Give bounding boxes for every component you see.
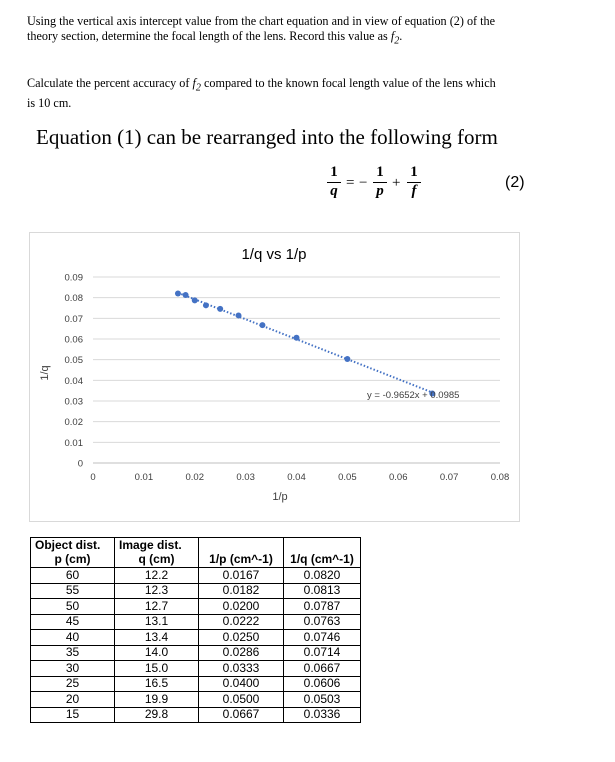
header-q-cm: q (cm): [115, 553, 199, 568]
table-cell: 0.0200: [199, 599, 284, 615]
y-tick-label: 0.01: [64, 437, 83, 449]
table-cell: 20: [31, 692, 115, 708]
table-row: [31, 599, 361, 615]
table-cell: 0.0714: [284, 645, 361, 661]
table-row: [31, 676, 361, 692]
table-cell: 0.0182: [199, 583, 284, 599]
header-inv-p: 1/p (cm^-1): [199, 553, 284, 568]
eq-plus: +: [392, 175, 401, 191]
table-cell: 0.0336: [284, 707, 361, 723]
data-table: [30, 537, 361, 723]
lens-equation: [325, 164, 445, 220]
eq-term2-denominator: f: [411, 183, 417, 199]
data-point: [192, 297, 198, 303]
eq-term1-numerator: 1: [376, 164, 384, 180]
y-tick-label: 0.05: [64, 355, 83, 367]
chart-svg: [30, 233, 519, 521]
table-cell: 0.0813: [284, 583, 361, 599]
eq-term2-numerator: 1: [410, 164, 418, 180]
table-cell: 0.0787: [284, 599, 361, 615]
data-point: [236, 312, 242, 318]
table-cell: 30: [31, 661, 115, 677]
data-point: [175, 291, 181, 297]
f2-subscript-2: 2: [195, 82, 201, 94]
y-tick-label: 0.06: [64, 334, 83, 346]
table-row: [31, 661, 361, 677]
table-cell: 29.8: [115, 707, 199, 723]
theory-heading: Equation (1) can be rearranged into the following form: [36, 125, 498, 149]
header-blank-1: [199, 538, 284, 553]
eq-term1-fraction: [373, 164, 387, 201]
table-row: [31, 583, 361, 599]
x-tick-label: 0.01: [134, 472, 154, 483]
eq-term2-fraction: [407, 164, 421, 201]
table-cell: 35: [31, 645, 115, 661]
table-cell: 0.0286: [199, 645, 284, 661]
table-cell: 50: [31, 599, 115, 615]
trendline-layer: [178, 293, 432, 393]
chart-y-axis-label: 1/q: [39, 365, 51, 381]
x-tick-label: 0.05: [338, 472, 357, 483]
table-cell: 0.0503: [284, 692, 361, 708]
table-cell: 12.3: [115, 583, 199, 599]
equation-number: (2): [505, 174, 525, 191]
scatter-chart: [29, 232, 520, 522]
grid-layer: [93, 277, 500, 463]
instruction-2-start: Calculate the percent accuracy of: [27, 76, 193, 90]
chart-title: 1/q vs 1/p: [241, 246, 307, 263]
instruction-1-end: .: [399, 28, 403, 43]
table-cell: 0.0500: [199, 692, 284, 708]
table-cell: 0.0763: [284, 614, 361, 630]
f2-subscript: 2: [394, 34, 400, 46]
table-cell: 0.0746: [284, 630, 361, 646]
table-cell: 0.0167: [199, 568, 284, 584]
chart-x-axis-label: 1/p: [272, 491, 288, 503]
table-cell: 0.0606: [284, 676, 361, 692]
table-cell: 0.0820: [284, 568, 361, 584]
table-body: [31, 568, 361, 723]
trendline: [178, 293, 432, 393]
table-header-row-1: [31, 538, 361, 553]
instruction-paragraph-1: [27, 14, 497, 48]
table-cell: 55: [31, 583, 115, 599]
data-point: [183, 292, 189, 298]
data-point: [259, 322, 265, 328]
table-cell: 45: [31, 614, 115, 630]
table-cell: 15.0: [115, 661, 199, 677]
table-cell: 0.0400: [199, 676, 284, 692]
x-tick-label: 0.04: [287, 472, 306, 483]
x-tick-label: 0: [90, 472, 96, 483]
instruction-2-end: compared to the known focal length value of the lens which is 10 cm.: [27, 76, 496, 110]
eq-lhs-numerator: 1: [330, 164, 338, 180]
labels-layer: [65, 273, 510, 484]
y-tick-label: 0: [77, 458, 83, 470]
y-tick-label: 0.09: [64, 272, 83, 284]
table-cell: 0.0222: [199, 614, 284, 630]
table-cell: 15: [31, 707, 115, 723]
instruction-1-text: Using the vertical axis intercept value from the chart equation and in view of equation (2) of the theory section, determine the focal length of the lens. Record this value as: [27, 14, 496, 43]
table-cell: 12.7: [115, 599, 199, 615]
eq-term1-denominator: p: [376, 183, 384, 199]
f2-symbol-2: [192, 76, 201, 94]
table-cell: 0.0667: [284, 661, 361, 677]
trendline-equation: y = -0.9652x + 0.0985: [367, 390, 460, 401]
y-tick-label: 0.07: [64, 313, 83, 325]
table-cell: 0.0667: [199, 707, 284, 723]
data-point: [344, 356, 350, 362]
x-tick-label: 0.03: [236, 472, 255, 483]
table-row: [31, 568, 361, 584]
header-object-dist: Object dist.: [31, 538, 115, 553]
table-cell: 60: [31, 568, 115, 584]
x-tick-label: 0.02: [185, 472, 204, 483]
table-cell: 16.5: [115, 676, 199, 692]
table-cell: 13.1: [115, 614, 199, 630]
x-tick-label: 0.08: [490, 472, 510, 483]
header-p-cm: p (cm): [31, 553, 115, 568]
table-row: [31, 630, 361, 646]
f2-letter: f: [390, 28, 395, 43]
eq-equals: =: [346, 175, 355, 191]
data-point: [203, 302, 209, 308]
table-row: [31, 614, 361, 630]
data-point: [294, 335, 300, 341]
data-point: [217, 306, 223, 312]
table-cell: 19.9: [115, 692, 199, 708]
table-cell: 25: [31, 676, 115, 692]
f2-letter-2: f: [192, 76, 196, 90]
table-cell: 14.0: [115, 645, 199, 661]
header-blank-2: [284, 538, 361, 553]
table-cell: 0.0333: [199, 661, 284, 677]
table-cell: 12.2: [115, 568, 199, 584]
eq-lhs-fraction: [327, 164, 341, 201]
table-row: [31, 645, 361, 661]
y-tick-label: 0.04: [64, 375, 83, 387]
eq-lhs-denominator: q: [330, 183, 338, 199]
instruction-paragraph-2: [27, 76, 497, 110]
table-cell: 0.0250: [199, 630, 284, 646]
y-tick-label: 0.03: [64, 396, 83, 408]
table-row: [31, 692, 361, 708]
header-inv-q: 1/q (cm^-1): [284, 553, 361, 568]
table-cell: 40: [31, 630, 115, 646]
y-tick-label: 0.02: [64, 417, 83, 429]
eq-minus: −: [359, 175, 368, 191]
table-cell: 13.4: [115, 630, 199, 646]
table-row: [31, 707, 361, 723]
x-tick-label: 0.06: [389, 472, 408, 483]
y-tick-label: 0.08: [64, 293, 83, 305]
x-tick-label: 0.07: [439, 472, 459, 483]
table-header-row-2: [31, 553, 361, 568]
header-image-dist: Image dist.: [115, 538, 199, 553]
